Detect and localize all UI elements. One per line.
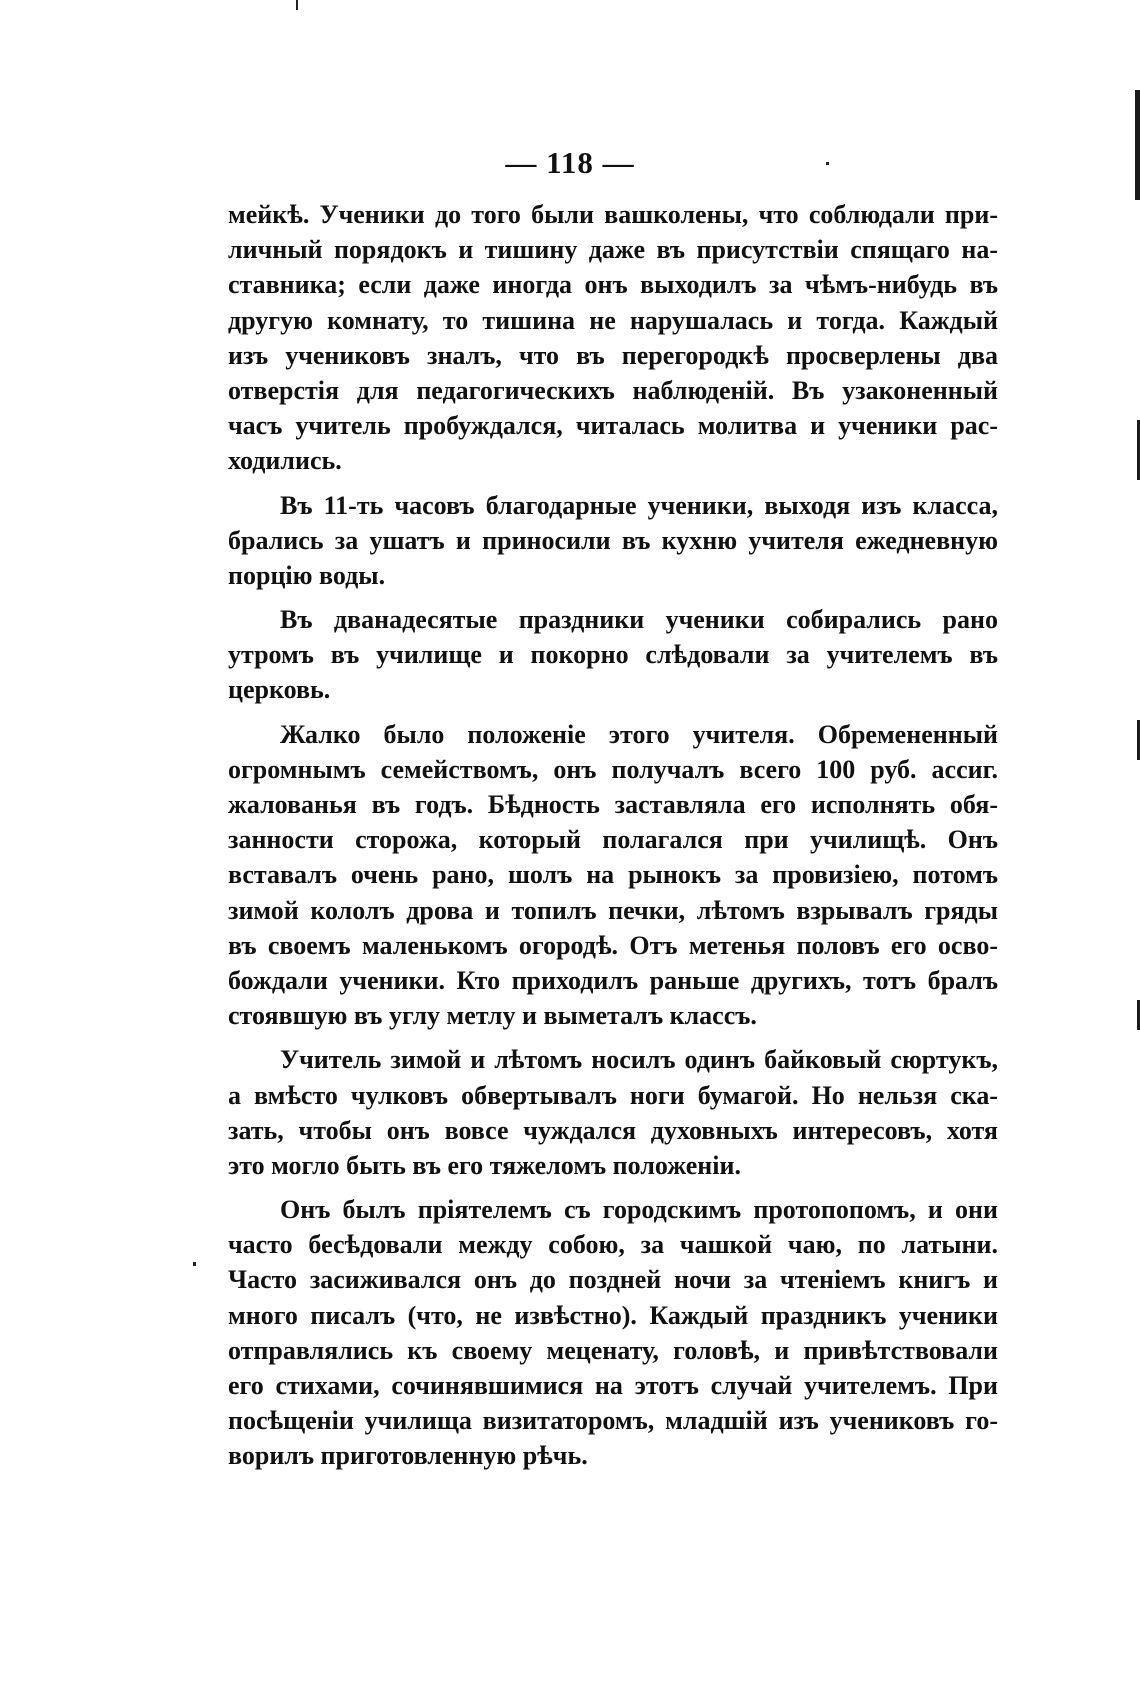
text-line: много писалъ (что, не извѣстно). Каждый праздникъ ученики <box>228 1300 998 1330</box>
text-line: зать, чтобы онъ вовсе чуждался духовныхъ интересовъ, хотя <box>228 1115 998 1145</box>
text-line: другую комнату, то тишина не нарушалась и тогда. Каждый <box>228 305 998 335</box>
text-line: утромъ въ училище и покорно слѣдовали за учителемъ въ <box>228 640 998 670</box>
text-line: ставника; если даже иногда онъ выходилъ за чѣмъ-нибудь въ <box>228 270 998 300</box>
page-number: — 118 — <box>505 145 635 180</box>
text-line: отверстія для педагогическихъ наблюденій. Въ узаконенный <box>228 375 998 405</box>
text-line: порцію воды. <box>228 560 386 590</box>
paragraph-gap <box>228 1183 998 1192</box>
text-line: часто бесѣдовали между собою, за чашкой чаю, по латыни. <box>228 1230 998 1260</box>
text-line: это могло быть въ его тяжеломъ положеніи. <box>228 1150 741 1180</box>
text-line: занности сторожа, который полагался при училищѣ. Онъ <box>228 825 998 855</box>
body-text <box>228 197 998 1474</box>
paragraph-2 <box>228 488 998 594</box>
text-line: отправлялись къ своему меценату, головѣ, и привѣтствовали <box>228 1335 998 1365</box>
text-line: а вмѣсто чулковъ обвертывалъ ноги бумагой. Но нельзя ска- <box>228 1080 998 1110</box>
text-line: вставалъ очень рано, шолъ на рынокъ за провизіею, потомъ <box>228 860 998 890</box>
paragraph-4 <box>228 717 998 1034</box>
text-line: Въ 11-ть часовъ благодарные ученики, выходя изъ класса, <box>280 490 998 520</box>
text-line: Часто засиживался онъ до поздней ночи за чтеніемъ книгъ и <box>228 1265 998 1295</box>
text-line: церковь. <box>228 675 331 705</box>
paragraph-gap <box>228 1033 998 1042</box>
scan-speck <box>826 162 829 165</box>
paragraph-1 <box>228 197 998 479</box>
text-line: ходились. <box>228 446 342 476</box>
text-line: посѣщеніи училища визитаторомъ, младшій изъ учениковъ го- <box>228 1406 998 1436</box>
text-line: изъ учениковъ зналъ, что въ перегородкѣ просверлены два <box>228 340 998 370</box>
text-line: зимой кололъ дрова и топилъ печки, лѣтомъ взрывалъ гряды <box>228 895 998 925</box>
paragraph-gap <box>228 593 998 602</box>
text-line: Онъ былъ пріятелемъ съ городскимъ протопопомъ, и они <box>280 1195 998 1225</box>
text-line: брались за ушатъ и приносили въ кухню учителя ежедневную <box>228 525 998 555</box>
text-line: его стихами, сочинявшимися на этотъ случай учителемъ. При <box>228 1371 998 1400</box>
text-line: стоявшую въ углу метлу и выметалъ классъ. <box>228 1001 757 1031</box>
paragraph-gap <box>228 708 998 717</box>
text-line: ворилъ приготовленную рѣчь. <box>228 1441 588 1471</box>
scan-speck <box>193 1262 196 1266</box>
text-line: личный порядокъ и тишину даже въ присутствіи спящаго на- <box>228 235 998 265</box>
text-line: Въ дванадесятые праздники ученики собирались рано <box>280 605 998 635</box>
scan-speck <box>296 0 298 10</box>
page-edge-shadow <box>1135 90 1140 200</box>
text-line: Учитель зимой и лѣтомъ носилъ одинъ байковый сюртукъ, <box>280 1045 998 1075</box>
paragraph-6 <box>228 1192 998 1474</box>
paragraph-gap <box>228 479 998 488</box>
paragraph-5 <box>228 1042 998 1183</box>
text-line: огромнымъ семействомъ, онъ получалъ всего 100 руб. ассиг. <box>228 754 998 784</box>
text-line: въ своемъ маленькомъ огородѣ. Отъ метенья половъ его осво- <box>228 930 998 960</box>
text-line: Жалко было положеніе этого учителя. Обремененный <box>280 719 998 749</box>
text-line: жалованья въ годъ. Бѣдность заставляла его исполнять обя- <box>228 790 998 819</box>
text-line: часъ учитель пробуждался, читалась молитва и ученики рас- <box>228 411 998 441</box>
text-line: мейкѣ. Ученики до того были вашколены, что соблюдали при- <box>228 200 998 229</box>
paragraph-3 <box>228 602 998 708</box>
text-line: бождали ученики. Кто приходилъ раньше другихъ, тотъ бралъ <box>228 965 998 995</box>
